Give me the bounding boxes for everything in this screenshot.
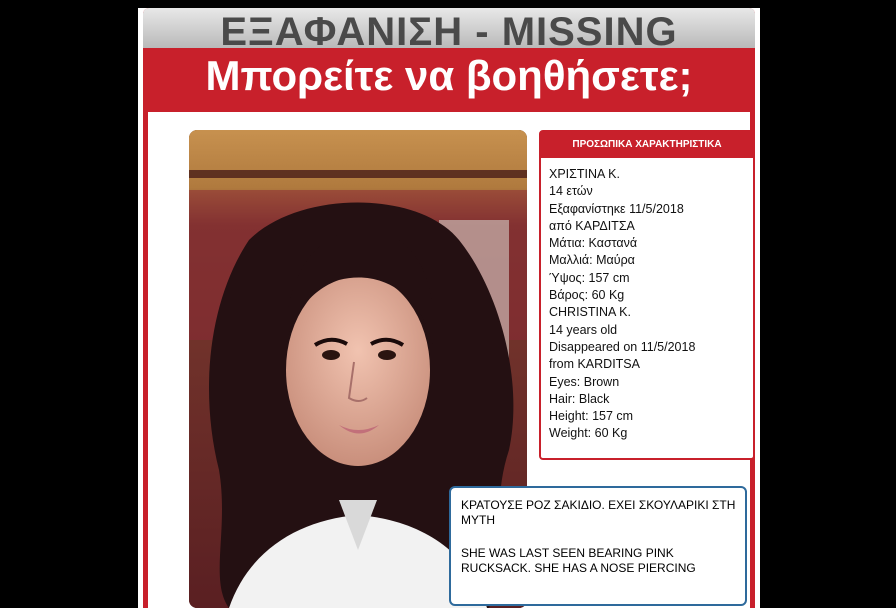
detail-line: 14 years old [549, 322, 618, 337]
last-seen-note [449, 486, 747, 606]
detail-line: 14 ετών [549, 184, 593, 199]
title-banner [143, 8, 755, 112]
detail-line: from KARDITSA [549, 357, 640, 372]
detail-line: Eyes: Brown [549, 374, 620, 389]
detail-line: Height: 157 cm [549, 409, 634, 424]
personal-details-box [539, 130, 755, 460]
details-lines [541, 158, 753, 443]
detail-line: Βάρος: 60 Kg [549, 288, 625, 303]
detail-line: Disappeared on 11/5/2018 [549, 339, 696, 354]
note-greek: ΚΡΑΤΟΥΣΕ ΡΟΖ ΣΑΚΙΔΙΟ. ΕΧΕΙ ΣΚΟΥΛΑΡΙΚΙ ΣΤΗ ΜΥΤΗ [461, 498, 736, 527]
detail-line: Εξαφανίστηκε 11/5/2018 [549, 201, 684, 216]
detail-line: Μάτια: Καστανά [549, 236, 638, 251]
detail-line: CHRISTINA K. [549, 305, 631, 320]
detail-line: Μαλλιά: Μαύρα [549, 253, 635, 268]
note-english: SHE WAS LAST SEEN BEARING PINK RUCKSACK. SHE HAS A NOSE PIERCING [461, 546, 696, 575]
missing-poster [138, 8, 760, 608]
title-missing: ΕΞΑΦΑΝΙΣΗ - MISSING [220, 10, 678, 54]
left-red-edge [143, 112, 148, 608]
detail-line: Ύψος: 157 cm [549, 270, 630, 285]
detail-line: από ΚΑΡΔΙΤΣΑ [549, 218, 635, 233]
details-header: ΠΡΟΣΩΠΙΚΑ ΧΑΡΑΚΤΗΡΙΣΤΙΚΑ [541, 132, 753, 158]
detail-line: ΧΡΙΣΤΙΝΑ Κ. [549, 167, 620, 181]
detail-line: Weight: 60 Kg [549, 426, 628, 441]
title-help: Μπορείτε να βοηθήσετε; [205, 52, 693, 99]
detail-line: Hair: Black [549, 391, 610, 406]
